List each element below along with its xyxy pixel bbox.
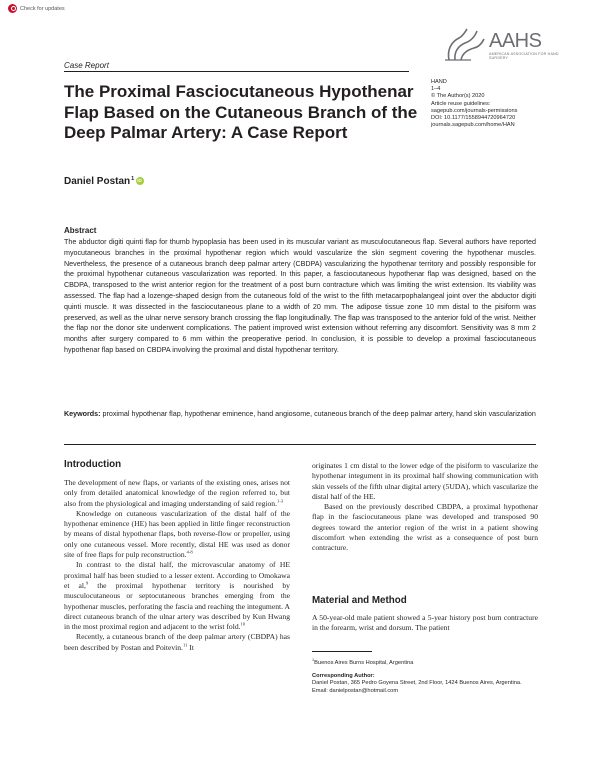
methods-paragraph-1: A 50-year-old male patient showed a 5-year history post burn contracture in the forearm, wrist and dorsum. The patient [312,613,538,633]
intro-paragraph-1: The development of new flaps, or variants of the existing ones, arises not only from detailed anatomical knowledge of the region referred to, but also from the physiological and imaging understanding of said region.$^{1-3}$ [64,478,290,508]
intro-paragraph-2: Knowledge on cutaneous vascularization of the distal half of the hypothenar eminence (HE) has been applied in little finger reconstruction by means of distal hypothenar flaps, both reverse-flow or propeller, using only one cutaneous vessel. More recently, distal HE was used as donor site of free flaps for pulp reconstruction.$^{4-8}$ [64,508,290,560]
author-line [64,176,144,187]
meta-pages: 1–4 [431,86,441,93]
meta-permissions-link[interactable]: sagepub.com/journals-permissions [431,107,518,114]
meta-journal: HAND [431,79,447,85]
author-affiliation-sup: 1 [131,176,135,182]
author-name: Daniel Postan [64,176,131,187]
hand-logo-icon [441,26,487,64]
methods-text [312,613,538,634]
intro-paragraph-5: originates 1 cm distal to the lower edge of the pisiform to vascularize the hypothenar integument in its proximal half showing communication with skin vessels of the fifth ulnar digital artery (5UDA), which vascularize the distal half of the HE. [312,461,538,501]
keywords-text: proximal hypothenar flap, hypothenar eminence, hand angiosome, cutaneous branch of the deep palmar artery, hand skin vascularization [102,410,536,418]
footnotes [312,657,538,695]
corresponding-author-email[interactable]: Email: danielpostan@hotmail.com [312,687,399,694]
meta-journal-link[interactable]: journals.sagepub.com/home/HAN [431,122,515,129]
abstract-divider [64,444,536,445]
intro-paragraph-4: Recently, a cutaneous branch of the deep palmar artery (CBDPA) has been described by Postan and Poitevin.$^{11}$ It [64,632,290,652]
meta-copyright: © The Author(s) 2020 [431,93,485,100]
badge-label: Check for updates [20,5,65,12]
intro-paragraph-3: In contrast to the distal half, the microvascular anatomy of HE proximal half has been studied to a lesser extent. According to Omokawa et al,$^9$ the proximal hypothenar territory is nourished by musculocutaneous or septocutaneous branches emerging from the hypothenar muscles, perforating the fascia and reaching the integument. A direct cutaneous branch of the ulnar artery was described by Kun Hwang in the most proximal region and adjacent to the wrist fold.$^{10}$ [64,560,290,632]
affiliation: $^1$Buenos Aires Burns Hospital, Argentina [312,658,414,666]
corresponding-author-heading: Corresponding Author: [312,673,375,680]
intro-paragraph-6: Based on the previously described CBDPA, a proximal hypothenar flap in the fasciocutaneous plane was developed and transposed 90 degrees toward the anterior region of the wrist in a patient showing discomfort when extending the wrist as a consequence of post burn contracture. [312,502,538,553]
meta-doi[interactable]: DOI: 10.1177/1558944720964720 [431,115,516,122]
abstract-text: The abductor digiti quinti flap for thumb hypoplasia has been used in its muscular variant as musculocutaneous flap. Several authors have reported myocutaneous branches in the proximal hypothenar region which would vascularize the skin segment covering the hypothenar muscles. Nevertheless, the presence of a cutaneous branch deep palmar artery (CBDPA) vascularizing the hypothenar territory and possibly responsible for the proximal hypothenar cutaneous vascularization was reported. In this paper, a fasciocutaneous hypothenar flap was designed, based on the CBDPA, transposed to the wrist anterior region for the treatment of a post burn contracture which was limiting the wrist extension. Its viability was assessed. The flap had a lozenge-shaped design from the cutaneous fold of the wrist to the fifth metacarpophalangeal joint over the abductor digiti quinti muscle. It was dissected in the fasciocutaneous plane to a width of 20 mm. The adipose tissue zone 10 mm distal to the pisiform was preserved, as well as the ulnar nerve sensory branch crossing the flap longitudinally. The flap was transposed to the anterior fold of the wrist. Neither the flap nor the donor site underwent complications. The patient improved wrist extension without referring any discomfort. Sensitivity was 8 mm 2 months after surgery compared to 6 mm within the preoperative period. In conclusion, it is possible to develop a proximal fasciocutaneous hypothenar flap based on CBDPA involving the proximal and distal hypothenar territory. [64,238,536,354]
aahs-logo [441,26,561,66]
crossmark-icon [8,4,17,13]
introduction-heading: Introduction [64,459,122,470]
logo-subtitle: AMERICAN ASSOCIATION FOR HAND SURGERY [489,52,559,61]
keywords [64,409,536,420]
check-for-updates-badge[interactable] [8,4,65,13]
left-column [64,478,290,653]
methods-heading: Material and Method [312,595,407,606]
keywords-label: Keywords: [64,410,101,418]
journal-meta [431,79,517,129]
orcid-icon[interactable] [136,177,144,185]
corresponding-author-address: Daniel Postan, 365 Pedro Goyena Street, 2nd Floor, 1424 Buenos Aires, Argentina. [312,680,522,687]
article-title: The Proximal Fasciocutaneous Hypothenar Flap Based on the Cutaneous Branch of the Deep Palmar Artery: A Case Report [64,82,418,142]
right-column [312,461,538,554]
abstract-heading: Abstract [64,226,97,235]
logo-name: AAHS [489,30,542,52]
footnote-divider [312,651,372,652]
header-divider [64,71,409,72]
case-report-label: Case Report [64,61,109,70]
meta-reuse: Article reuse guidelines: [431,100,491,107]
